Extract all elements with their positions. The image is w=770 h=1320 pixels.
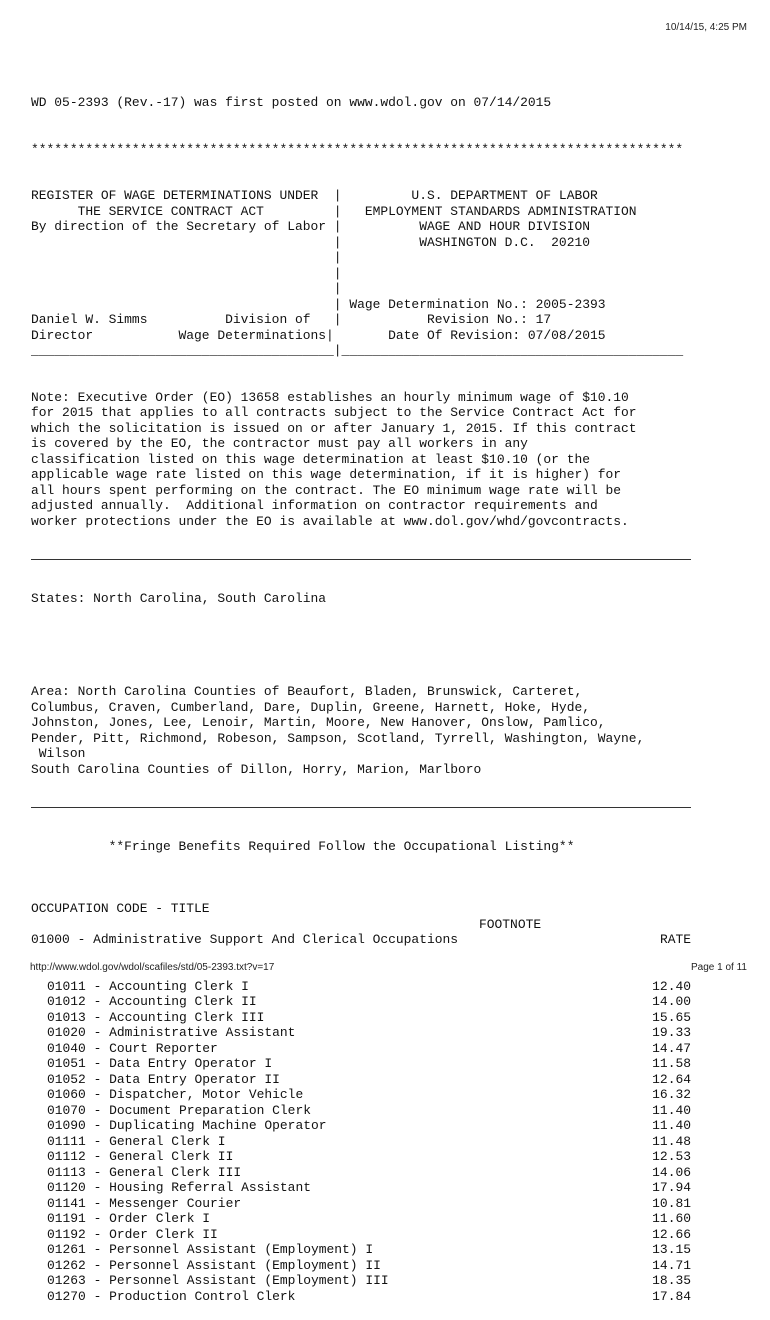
note-line: which the solicitation is issued on or after January 1, 2015. If this contract <box>31 420 637 436</box>
area-line: Wilson <box>31 746 86 761</box>
page-url: http://www.wdol.gov/wdol/scafiles/std/05-2393.txt?v=17 <box>30 962 275 973</box>
occupation-rate: 17.84 <box>652 1288 691 1304</box>
occupation-rate: 12.64 <box>652 1071 691 1087</box>
occupation-title: 01012 - Accounting Clerk II <box>47 994 257 1009</box>
occupation-title: 01070 - Document Preparation Clerk <box>47 1102 311 1118</box>
area-line: Johnston, Jones, Lee, Lenoir, Martin, Moore, New Hanover, Onslow, Pamlico, <box>31 715 606 730</box>
occupation-title: 01011 - Accounting Clerk I <box>47 978 249 994</box>
header-line: | <box>31 250 342 265</box>
table-row <box>31 1273 691 1289</box>
occupation-rate: 19.33 <box>652 1025 691 1040</box>
header-block <box>31 188 691 359</box>
header-line: | WASHINGTON D.C. 20210 <box>31 234 590 250</box>
star-separator: ************************************************************************************ <box>31 141 684 157</box>
table-row <box>31 994 691 1010</box>
note-line: is covered by the EO, the contractor must pay all workers in any <box>31 436 528 451</box>
occupation-title: 01013 - Accounting Clerk III <box>47 1009 265 1025</box>
occupation-title: 01261 - Personnel Assistant (Employment) I <box>47 1242 374 1257</box>
occupation-rate: 12.53 <box>652 1149 691 1164</box>
header-line: THE SERVICE CONTRACT ACT | EMPLOYMENT STANDARDS ADMINISTRATION <box>31 203 637 219</box>
wage-determination-document <box>31 64 691 1320</box>
posting-line: WD 05-2393 (Rev.-17) was first posted on www.wdol.gov on 07/14/2015 <box>31 95 552 110</box>
table-row <box>31 1041 691 1057</box>
table-row <box>31 1149 691 1165</box>
note-line: classification listed on this wage determination at least $10.10 (or the <box>31 451 590 467</box>
area-block <box>31 684 691 777</box>
occupation-title: 01060 - Dispatcher, Motor Vehicle <box>47 1087 304 1102</box>
header-line: _______________________________________|____________________________________________ <box>31 343 684 358</box>
blank-line <box>31 638 691 654</box>
states-line: States: North Carolina, South Carolina <box>31 591 327 606</box>
col-footnote-header: FOOTNOTE <box>479 916 542 932</box>
occupation-rate: 14.00 <box>652 994 691 1009</box>
header-line: REGISTER OF WAGE DETERMINATIONS UNDER | U.S. DEPARTMENT OF LABOR <box>31 188 598 203</box>
occupation-title: 01141 - Messenger Courier <box>47 1195 242 1211</box>
occupation-title: 01090 - Duplicating Machine Operator <box>47 1118 327 1133</box>
note-block <box>31 390 691 530</box>
table-row <box>31 1211 691 1227</box>
occupation-title: 01111 - General Clerk I <box>47 1133 226 1149</box>
occupation-rate: 13.15 <box>652 1242 691 1257</box>
occupation-title: 01191 - Order Clerk I <box>47 1211 211 1226</box>
occupation-title: 01262 - Personnel Assistant (Employment) II <box>47 1257 381 1273</box>
occupation-title: 01192 - Order Clerk II <box>47 1226 218 1242</box>
occupation-rate: 14.47 <box>652 1040 691 1056</box>
table-row <box>31 1010 691 1026</box>
table-row <box>31 1072 691 1088</box>
occupation-title: 01051 - Data Entry Operator I <box>47 1056 273 1071</box>
print-datetime: 10/14/15, 4:25 PM <box>665 22 747 33</box>
occupation-title: 01040 - Court Reporter <box>47 1040 218 1056</box>
table-row <box>31 1087 691 1103</box>
header-line: Daniel W. Simms Division of | Revision No.: 17 <box>31 312 552 327</box>
area-line: South Carolina Counties of Dillon, Horry, Marion, Marlboro <box>31 761 482 777</box>
occupation-rate: 16.32 <box>652 1087 691 1102</box>
occupation-rate: 14.06 <box>652 1164 691 1180</box>
table-row <box>31 979 691 995</box>
occupation-title: 01020 - Administrative Assistant <box>47 1025 296 1040</box>
page-number: Page 1 of 11 <box>691 962 747 973</box>
table-row <box>31 1289 691 1305</box>
note-line: worker protections under the EO is available at www.dol.gov/whd/govcontracts. <box>31 513 629 529</box>
occupation-title: 01113 - General Clerk III <box>47 1164 242 1180</box>
occupation-rate: 14.71 <box>652 1257 691 1273</box>
table-row <box>31 1165 691 1181</box>
header-line: | Wage Determination No.: 2005-2393 <box>31 296 606 312</box>
header-line: Director Wage Determinations| Date Of Revision: 07/08/2015 <box>31 327 606 343</box>
table-row <box>31 1103 691 1119</box>
occupation-title: 01270 - Production Control Clerk <box>47 1288 296 1304</box>
occupation-rate: 11.40 <box>652 1102 691 1118</box>
header-line: By direction of the Secretary of Labor | WAGE AND HOUR DIVISION <box>31 219 590 234</box>
occupation-title: 01120 - Housing Referral Assistant <box>47 1180 311 1195</box>
occupation-rate: 18.35 <box>652 1273 691 1288</box>
table-row <box>31 1025 691 1041</box>
table-row <box>31 1134 691 1150</box>
header-line: | <box>31 281 342 296</box>
occupation-rate: 17.94 <box>652 1180 691 1195</box>
col-rate-header: RATE <box>659 932 691 947</box>
table-row <box>31 1227 691 1243</box>
note-line: all hours spent performing on the contract. The EO minimum wage rate will be <box>31 482 622 498</box>
rule-after-note <box>31 559 691 560</box>
note-line: Note: Executive Order (EO) 13658 establishes an hourly minimum wage of $10.10 <box>31 389 629 405</box>
note-line: adjusted annually. Additional information on contractor requirements and <box>31 498 598 513</box>
occupation-rate: 11.40 <box>652 1118 691 1133</box>
fringe-line: **Fringe Benefits Required Follow the Occupational Listing** <box>31 839 575 854</box>
table-row <box>31 1118 691 1134</box>
area-line: Pender, Pitt, Richmond, Robeson, Sampson, Scotland, Tyrrell, Washington, Wayne, <box>31 730 645 746</box>
occupation-title: 01112 - General Clerk II <box>47 1149 234 1164</box>
note-line: for 2015 that applies to all contracts subject to the Service Contract Act for <box>31 405 637 420</box>
rule-after-area <box>31 807 691 808</box>
occupation-rate: 11.60 <box>652 1211 691 1226</box>
header-line: | <box>31 265 342 281</box>
table-row <box>31 1196 691 1212</box>
occupation-rate: 10.81 <box>652 1195 691 1211</box>
table-row <box>31 1242 691 1258</box>
occupation-title: 01263 - Personnel Assistant (Employment) III <box>47 1273 389 1288</box>
col-occupation-header: OCCUPATION CODE - TITLE <box>31 901 210 916</box>
occupation-title: 01052 - Data Entry Operator II <box>47 1071 280 1087</box>
occupation-rate: 15.65 <box>652 1009 691 1025</box>
area-line: Columbus, Craven, Cumberland, Dare, Duplin, Greene, Harnett, Hoke, Hyde, <box>31 699 590 715</box>
note-line: applicable wage rate listed on this wage determination, if it is higher) for <box>31 467 622 482</box>
occupation-group-title: 01000 - Administrative Support And Clerical Occupations <box>31 932 459 947</box>
occupation-rate: 12.40 <box>652 978 691 994</box>
table-row <box>31 1180 691 1196</box>
table-row <box>31 1258 691 1274</box>
table-row <box>31 1056 691 1072</box>
area-line: Area: North Carolina Counties of Beaufort, Bladen, Brunswick, Carteret, <box>31 684 583 699</box>
occupation-list <box>31 979 691 1305</box>
occupation-rate: 12.66 <box>652 1226 691 1242</box>
occupation-rate: 11.58 <box>652 1056 691 1071</box>
occupation-rate: 11.48 <box>652 1133 691 1149</box>
